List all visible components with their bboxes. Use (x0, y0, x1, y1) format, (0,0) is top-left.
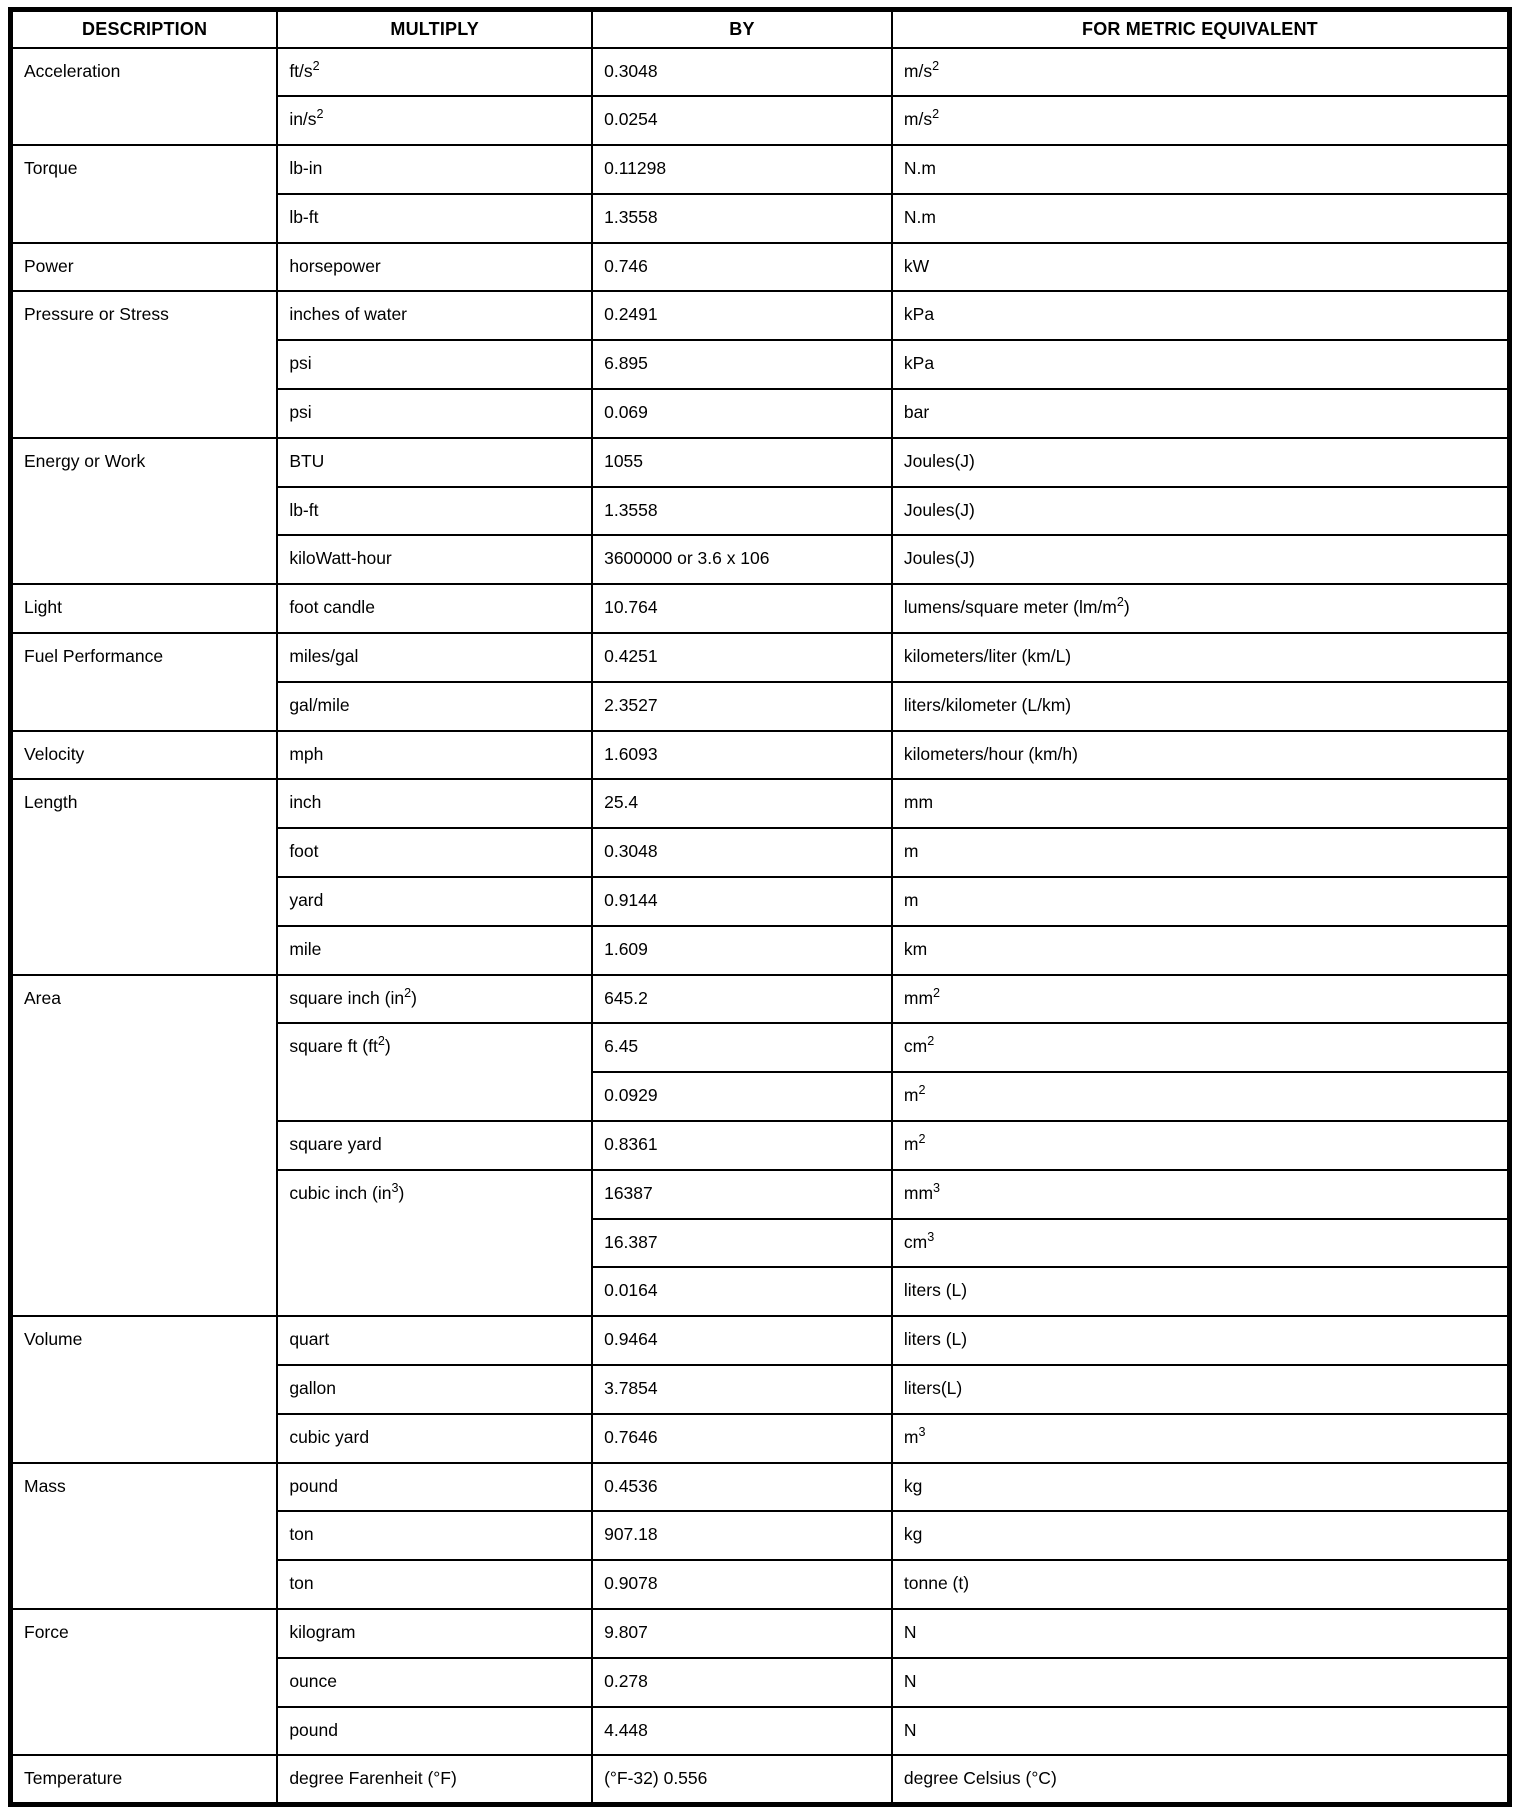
equivalent-cell: kilometers/liter (km/L) (892, 633, 1510, 682)
table-row (11, 438, 1510, 487)
equivalent-cell: kilometers/hour (km/h) (892, 731, 1510, 780)
multiply-cell: square yard (277, 1121, 592, 1170)
table-row (11, 145, 1510, 194)
equivalent-cell: Joules(J) (892, 438, 1510, 487)
by-cell: 3600000 or 3.6 x 106 (592, 535, 892, 584)
by-cell: 0.0164 (592, 1267, 892, 1316)
description-cell: Power (11, 243, 278, 292)
by-cell: 0.4251 (592, 633, 892, 682)
multiply-cell: yard (277, 877, 592, 926)
equivalent-cell: $m^3$ (892, 1414, 1510, 1463)
equivalent-cell: N.m (892, 145, 1510, 194)
description-cell: Light (11, 584, 278, 633)
equivalent-cell: kPa (892, 291, 1510, 340)
by-cell: 6.895 (592, 340, 892, 389)
header-row (11, 10, 1510, 48)
equivalent-cell: N (892, 1658, 1510, 1707)
by-cell: 1.3558 (592, 194, 892, 243)
equivalent-cell: liters(L) (892, 1365, 1510, 1414)
description-cell: Velocity (11, 731, 278, 780)
by-cell: 0.9078 (592, 1560, 892, 1609)
equivalent-cell: m (892, 828, 1510, 877)
multiply-cell: psi (277, 389, 592, 438)
table-row (11, 243, 1510, 292)
by-cell: 0.11298 (592, 145, 892, 194)
multiply-cell: horsepower (277, 243, 592, 292)
description-cell: Force (11, 1609, 278, 1755)
multiply-cell: ton (277, 1511, 592, 1560)
by-cell: 0.0254 (592, 96, 892, 145)
equivalent-cell: degree Celsius (°C) (892, 1755, 1510, 1804)
conversion-table-body (11, 48, 1510, 1805)
table-header (11, 10, 1510, 48)
column-header-by: BY (592, 10, 892, 48)
equivalent-cell: kg (892, 1511, 1510, 1560)
multiply-cell: gallon (277, 1365, 592, 1414)
description-cell: Area (11, 975, 278, 1317)
equivalent-cell: N (892, 1609, 1510, 1658)
by-cell: 0.9464 (592, 1316, 892, 1365)
multiply-cell: $ft/s^2$ (277, 48, 592, 97)
multiply-cell: cubic inch $(in^3)$ (277, 1170, 592, 1316)
description-cell: Pressure or Stress (11, 291, 278, 437)
table-row (11, 1316, 1510, 1365)
equivalent-cell: tonne (t) (892, 1560, 1510, 1609)
table-row (11, 1755, 1510, 1804)
multiply-cell: lb-in (277, 145, 592, 194)
multiply-cell: square ft $(ft^2)$ (277, 1023, 592, 1121)
equivalent-cell: $m/s^2$ (892, 48, 1510, 97)
multiply-cell: BTU (277, 438, 592, 487)
equivalent-cell: N.m (892, 194, 1510, 243)
by-cell: 907.18 (592, 1511, 892, 1560)
equivalent-cell: kPa (892, 340, 1510, 389)
by-cell: 0.3048 (592, 48, 892, 97)
equivalent-cell: $cm^2$ (892, 1023, 1510, 1072)
table-row (11, 633, 1510, 682)
by-cell: 10.764 (592, 584, 892, 633)
multiply-cell: ton (277, 1560, 592, 1609)
multiply-cell: mph (277, 731, 592, 780)
equivalent-cell: kW (892, 243, 1510, 292)
by-cell: 0.7646 (592, 1414, 892, 1463)
description-cell: Length (11, 779, 278, 974)
description-cell: Temperature (11, 1755, 278, 1804)
multiply-cell: foot (277, 828, 592, 877)
by-cell: 1055 (592, 438, 892, 487)
equivalent-cell: $m^2$ (892, 1072, 1510, 1121)
by-cell: 0.4536 (592, 1463, 892, 1512)
equivalent-cell: liters (L) (892, 1316, 1510, 1365)
description-cell: Torque (11, 145, 278, 243)
multiply-cell: $in/s^2$ (277, 96, 592, 145)
table-row (11, 779, 1510, 828)
description-cell: Volume (11, 1316, 278, 1462)
multiply-cell: psi (277, 340, 592, 389)
equivalent-cell: $mm^3$ (892, 1170, 1510, 1219)
by-cell: 3.7854 (592, 1365, 892, 1414)
multiply-cell: lb-ft (277, 194, 592, 243)
multiply-cell: cubic yard (277, 1414, 592, 1463)
equivalent-cell: Joules(J) (892, 487, 1510, 536)
table-row (11, 731, 1510, 780)
multiply-cell: lb-ft (277, 487, 592, 536)
equivalent-cell: liters (L) (892, 1267, 1510, 1316)
equivalent-cell: liters/kilometer (L/km) (892, 682, 1510, 731)
table-row (11, 1463, 1510, 1512)
by-cell: 4.448 (592, 1707, 892, 1756)
conversion-table (8, 7, 1512, 1807)
multiply-cell: kilogram (277, 1609, 592, 1658)
by-cell: 1.3558 (592, 487, 892, 536)
description-cell: Acceleration (11, 48, 278, 146)
equivalent-cell: $mm^2$ (892, 975, 1510, 1024)
multiply-cell: pound (277, 1463, 592, 1512)
equivalent-cell: Joules(J) (892, 535, 1510, 584)
multiply-cell: gal/mile (277, 682, 592, 731)
by-cell: (°F-32) 0.556 (592, 1755, 892, 1804)
by-cell: 0.2491 (592, 291, 892, 340)
multiply-cell: degree Farenheit (°F) (277, 1755, 592, 1804)
by-cell: 6.45 (592, 1023, 892, 1072)
by-cell: 0.746 (592, 243, 892, 292)
column-header-metric-equivalent: FOR METRIC EQUIVALENT (892, 10, 1510, 48)
by-cell: 0.278 (592, 1658, 892, 1707)
by-cell: 2.3527 (592, 682, 892, 731)
description-cell: Fuel Performance (11, 633, 278, 731)
multiply-cell: mile (277, 926, 592, 975)
equivalent-cell: km (892, 926, 1510, 975)
equivalent-cell: bar (892, 389, 1510, 438)
multiply-cell: miles/gal (277, 633, 592, 682)
table-row (11, 1609, 1510, 1658)
description-cell: Mass (11, 1463, 278, 1609)
multiply-cell: inch (277, 779, 592, 828)
by-cell: 0.8361 (592, 1121, 892, 1170)
multiply-cell: square inch $(in^2)$ (277, 975, 592, 1024)
by-cell: 0.069 (592, 389, 892, 438)
multiply-cell: pound (277, 1707, 592, 1756)
multiply-cell: foot candle (277, 584, 592, 633)
by-cell: 0.9144 (592, 877, 892, 926)
equivalent-cell: N (892, 1707, 1510, 1756)
by-cell: 0.0929 (592, 1072, 892, 1121)
equivalent-cell: lumens/square meter $(lm/m^2)$ (892, 584, 1510, 633)
table-row (11, 975, 1510, 1024)
equivalent-cell: $m/s^2$ (892, 96, 1510, 145)
multiply-cell: quart (277, 1316, 592, 1365)
table-row (11, 48, 1510, 97)
by-cell: 16.387 (592, 1219, 892, 1268)
column-header-description: DESCRIPTION (11, 10, 278, 48)
multiply-cell: ounce (277, 1658, 592, 1707)
by-cell: 1.609 (592, 926, 892, 975)
description-cell: Energy or Work (11, 438, 278, 584)
by-cell: 1.6093 (592, 731, 892, 780)
table-row (11, 584, 1510, 633)
by-cell: 16387 (592, 1170, 892, 1219)
column-header-multiply: MULTIPLY (277, 10, 592, 48)
equivalent-cell: $cm^3$ (892, 1219, 1510, 1268)
equivalent-cell: m (892, 877, 1510, 926)
table-row (11, 291, 1510, 340)
equivalent-cell: mm (892, 779, 1510, 828)
by-cell: 25.4 (592, 779, 892, 828)
by-cell: 9.807 (592, 1609, 892, 1658)
multiply-cell: inches of water (277, 291, 592, 340)
by-cell: 645.2 (592, 975, 892, 1024)
by-cell: 0.3048 (592, 828, 892, 877)
equivalent-cell: $m^2$ (892, 1121, 1510, 1170)
equivalent-cell: kg (892, 1463, 1510, 1512)
multiply-cell: kiloWatt-hour (277, 535, 592, 584)
